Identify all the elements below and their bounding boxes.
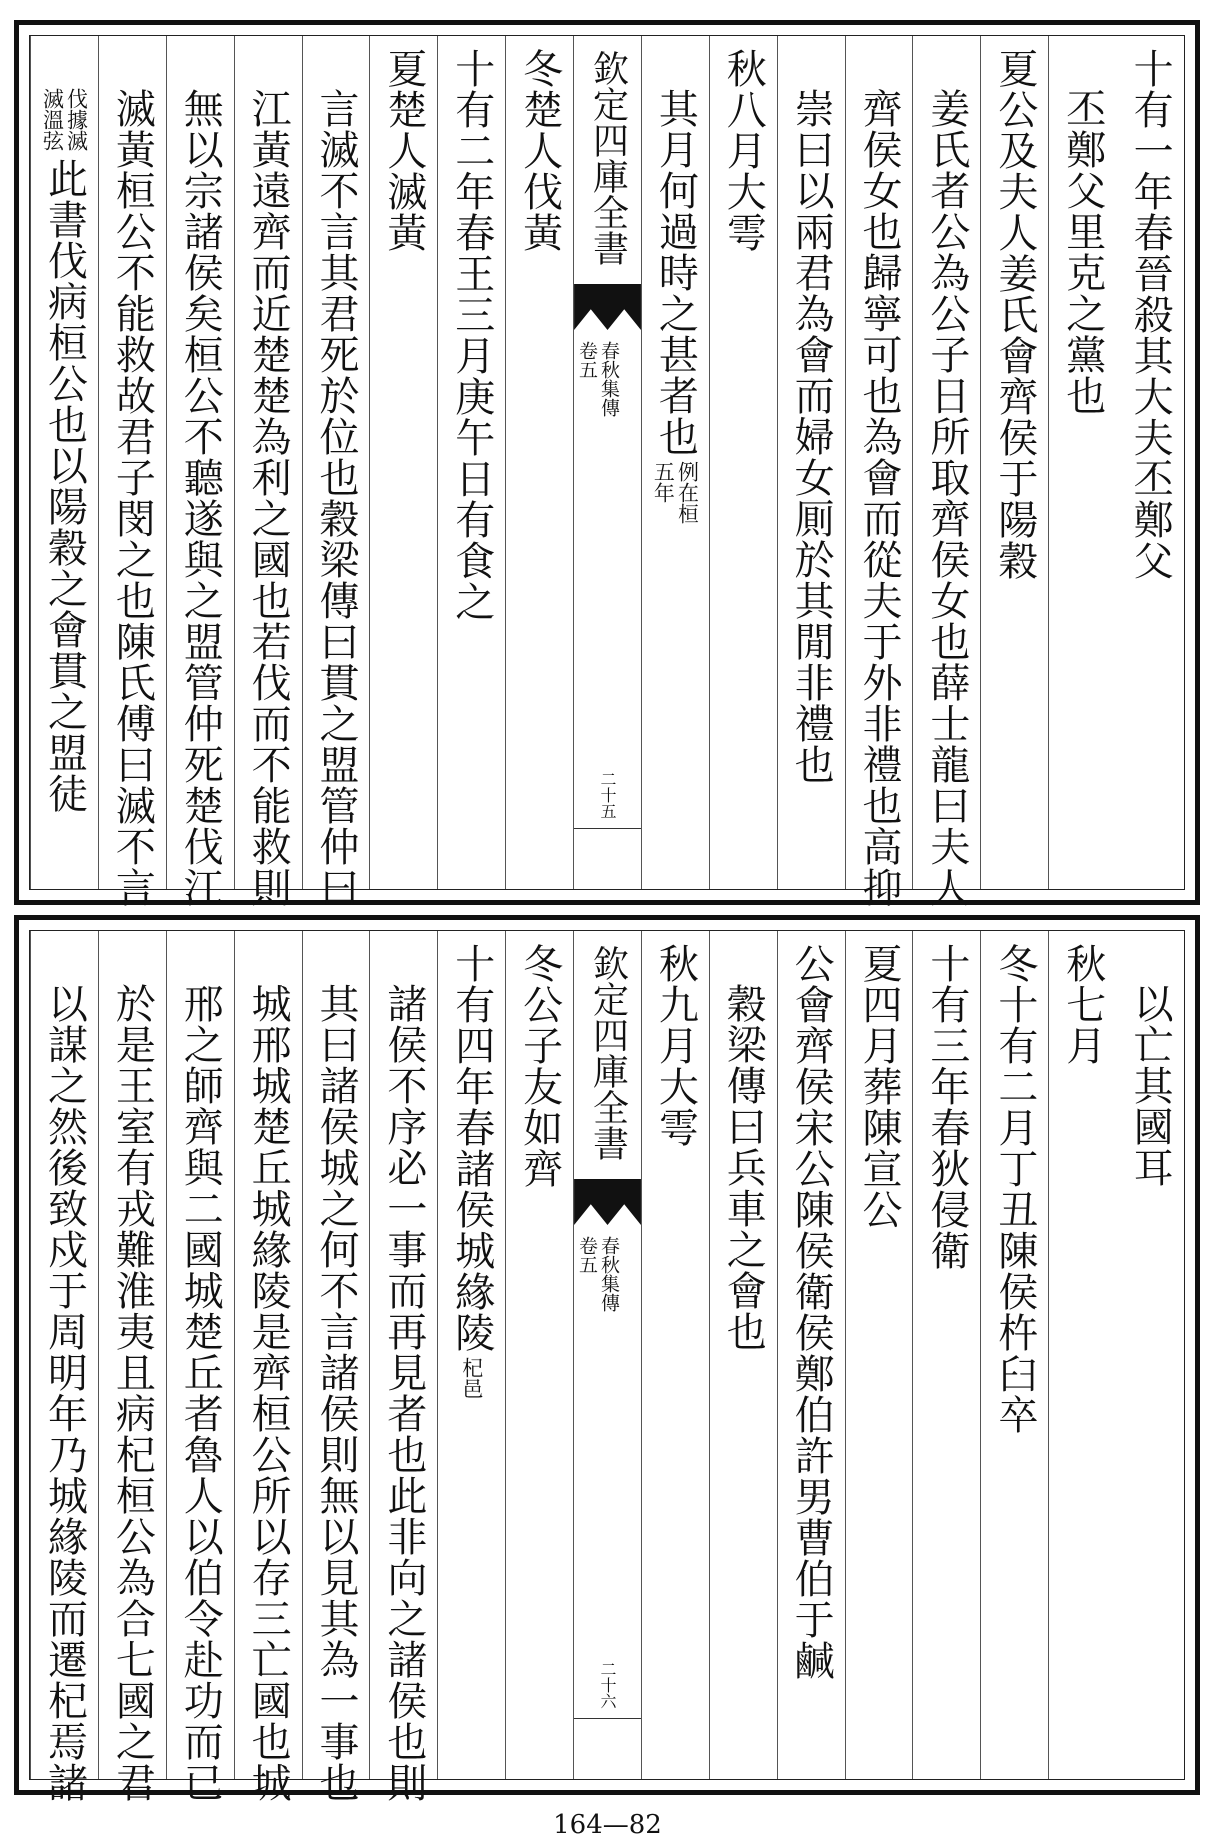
text-column xyxy=(302,931,370,1803)
bottom-page-columns xyxy=(29,930,1185,1803)
text-column xyxy=(1048,36,1116,889)
column-text: 其曰諸侯城之何不言諸侯則無以見其為一事也 xyxy=(312,983,359,1803)
note-line: 伐據滅 xyxy=(64,88,89,151)
book-title: 欽定四庫全書 xyxy=(587,50,629,266)
text-column xyxy=(777,36,845,889)
top-page-frame xyxy=(14,20,1200,908)
volume-label: 卷五 xyxy=(576,1236,599,1274)
column-text: 以謀之然後致戍于周明年乃城緣陵而遷杞焉諸 xyxy=(41,983,88,1803)
folio-number: 二十五 xyxy=(598,771,618,819)
column-text: 齊侯女也歸寧可也為會而從夫于外非禮也高抑 xyxy=(856,88,903,908)
column-text: 崇曰以兩君為會而婦女厠於其閒非禮也 xyxy=(788,88,835,785)
column-text: 冬十有二月丁丑陳侯杵臼卒 xyxy=(991,943,1038,1435)
column-text: 此書伐病桓公也以陽穀之會貫之盟徒 xyxy=(41,158,88,814)
column-text: 姜氏者公為公子日所取齊侯女也薛士龍曰夫人 xyxy=(923,88,970,908)
page-center-fold xyxy=(573,36,641,889)
column-text: 邢之師齊與二國城楚丘者魯人以伯令赴功而已 xyxy=(177,983,224,1803)
column-text: 言滅不言其君死於位也穀梁傳曰貫之盟管仲曰 xyxy=(312,88,359,908)
column-text: 夏四月葬陳宣公 xyxy=(856,943,903,1230)
text-column xyxy=(302,36,370,908)
text-column xyxy=(641,931,709,1779)
book-section-label: 春秋集傳 xyxy=(598,1236,621,1312)
column-text: 穀梁傳曰兵車之會也 xyxy=(720,983,767,1352)
text-column xyxy=(641,36,709,889)
column-text: 滅黃桓公不能救故君子閔之也陳氏傅曰滅不言 xyxy=(109,88,156,908)
column-text: 江黃遠齊而近楚楚為利之國也若伐而不能救則 xyxy=(245,88,292,908)
column-text: 於是王室有戎難淮夷且病杞桓公為合七國之君 xyxy=(109,983,156,1803)
text-column xyxy=(505,36,573,889)
text-column xyxy=(1116,931,1184,1779)
text-column xyxy=(1116,36,1184,889)
column-text: 秋九月大雩 xyxy=(652,943,699,1148)
text-column xyxy=(845,931,913,1779)
column-text: 十有二年春王三月庚午日有食之 xyxy=(448,48,495,622)
text-column xyxy=(912,36,980,908)
column-text: 秋八月大雩 xyxy=(720,48,767,253)
text-column xyxy=(437,931,505,1779)
text-column xyxy=(234,931,302,1803)
bottom-page-frame xyxy=(14,915,1200,1803)
column-text: 秋七月 xyxy=(1059,943,1106,1066)
text-column xyxy=(369,36,437,889)
interlinear-note xyxy=(41,88,87,151)
note-line: 滅溫弦 xyxy=(40,88,65,151)
text-column xyxy=(980,931,1048,1779)
top-page-columns xyxy=(29,35,1185,908)
text-column xyxy=(166,931,234,1803)
text-column xyxy=(505,931,573,1779)
text-column xyxy=(912,931,980,1779)
text-column xyxy=(30,36,98,889)
text-column xyxy=(166,36,234,908)
column-text: 丕鄭父里克之黨也 xyxy=(1059,88,1106,416)
footer-page-number: 164—82 xyxy=(553,1810,662,1840)
text-column xyxy=(709,36,777,889)
text-column xyxy=(437,36,505,889)
text-column xyxy=(98,931,166,1803)
column-text: 十有四年春諸侯城緣陵 xyxy=(448,943,495,1353)
column-text: 十有三年春狄侵衛 xyxy=(923,943,970,1271)
text-column xyxy=(30,931,98,1803)
text-column xyxy=(845,36,913,908)
volume-label: 卷五 xyxy=(576,341,599,379)
folio-number: 二十六 xyxy=(598,1661,618,1709)
note-line: 杞邑 xyxy=(459,1357,484,1399)
note-line: 五年 xyxy=(651,461,676,503)
divider-line xyxy=(574,828,641,829)
column-text: 以亡其國耳 xyxy=(1127,983,1174,1188)
divider-line xyxy=(574,1718,641,1719)
text-column xyxy=(369,931,437,1803)
fishtail-mark xyxy=(574,1179,641,1225)
interlinear-note xyxy=(652,461,698,524)
column-text: 其月何過時之甚者也 xyxy=(652,88,699,457)
text-column xyxy=(777,931,845,1779)
column-text: 城邢城楚丘城緣陵是齊桓公所以存三亡國也城 xyxy=(245,983,292,1803)
column-text: 夏公及夫人姜氏會齊侯于陽穀 xyxy=(991,48,1038,581)
column-text: 十有一年春晉殺其大夫丕鄭父 xyxy=(1127,48,1174,581)
column-text: 夏楚人滅黃 xyxy=(380,48,427,253)
text-column xyxy=(234,36,302,908)
text-column xyxy=(709,931,777,1779)
column-text: 冬楚人伐黃 xyxy=(516,48,563,253)
column-text: 諸侯不序必一事而再見者也此非向之諸侯也則 xyxy=(380,983,427,1803)
note-line: 例在桓 xyxy=(675,461,700,524)
column-text: 無以宗諸侯矣桓公不聽遂與之盟管仲死楚伐江 xyxy=(177,88,224,908)
text-column xyxy=(980,36,1048,889)
text-column xyxy=(1048,931,1116,1779)
book-title: 欽定四庫全書 xyxy=(587,945,629,1161)
fishtail-mark xyxy=(574,284,641,330)
page-center-fold xyxy=(573,931,641,1779)
interlinear-note xyxy=(461,1357,483,1399)
text-column xyxy=(98,36,166,908)
book-section-label: 春秋集傳 xyxy=(598,341,621,417)
column-text: 公會齊侯宋公陳侯衛侯鄭伯許男曹伯于鹹 xyxy=(788,943,835,1681)
column-text: 冬公子友如齊 xyxy=(516,943,563,1189)
